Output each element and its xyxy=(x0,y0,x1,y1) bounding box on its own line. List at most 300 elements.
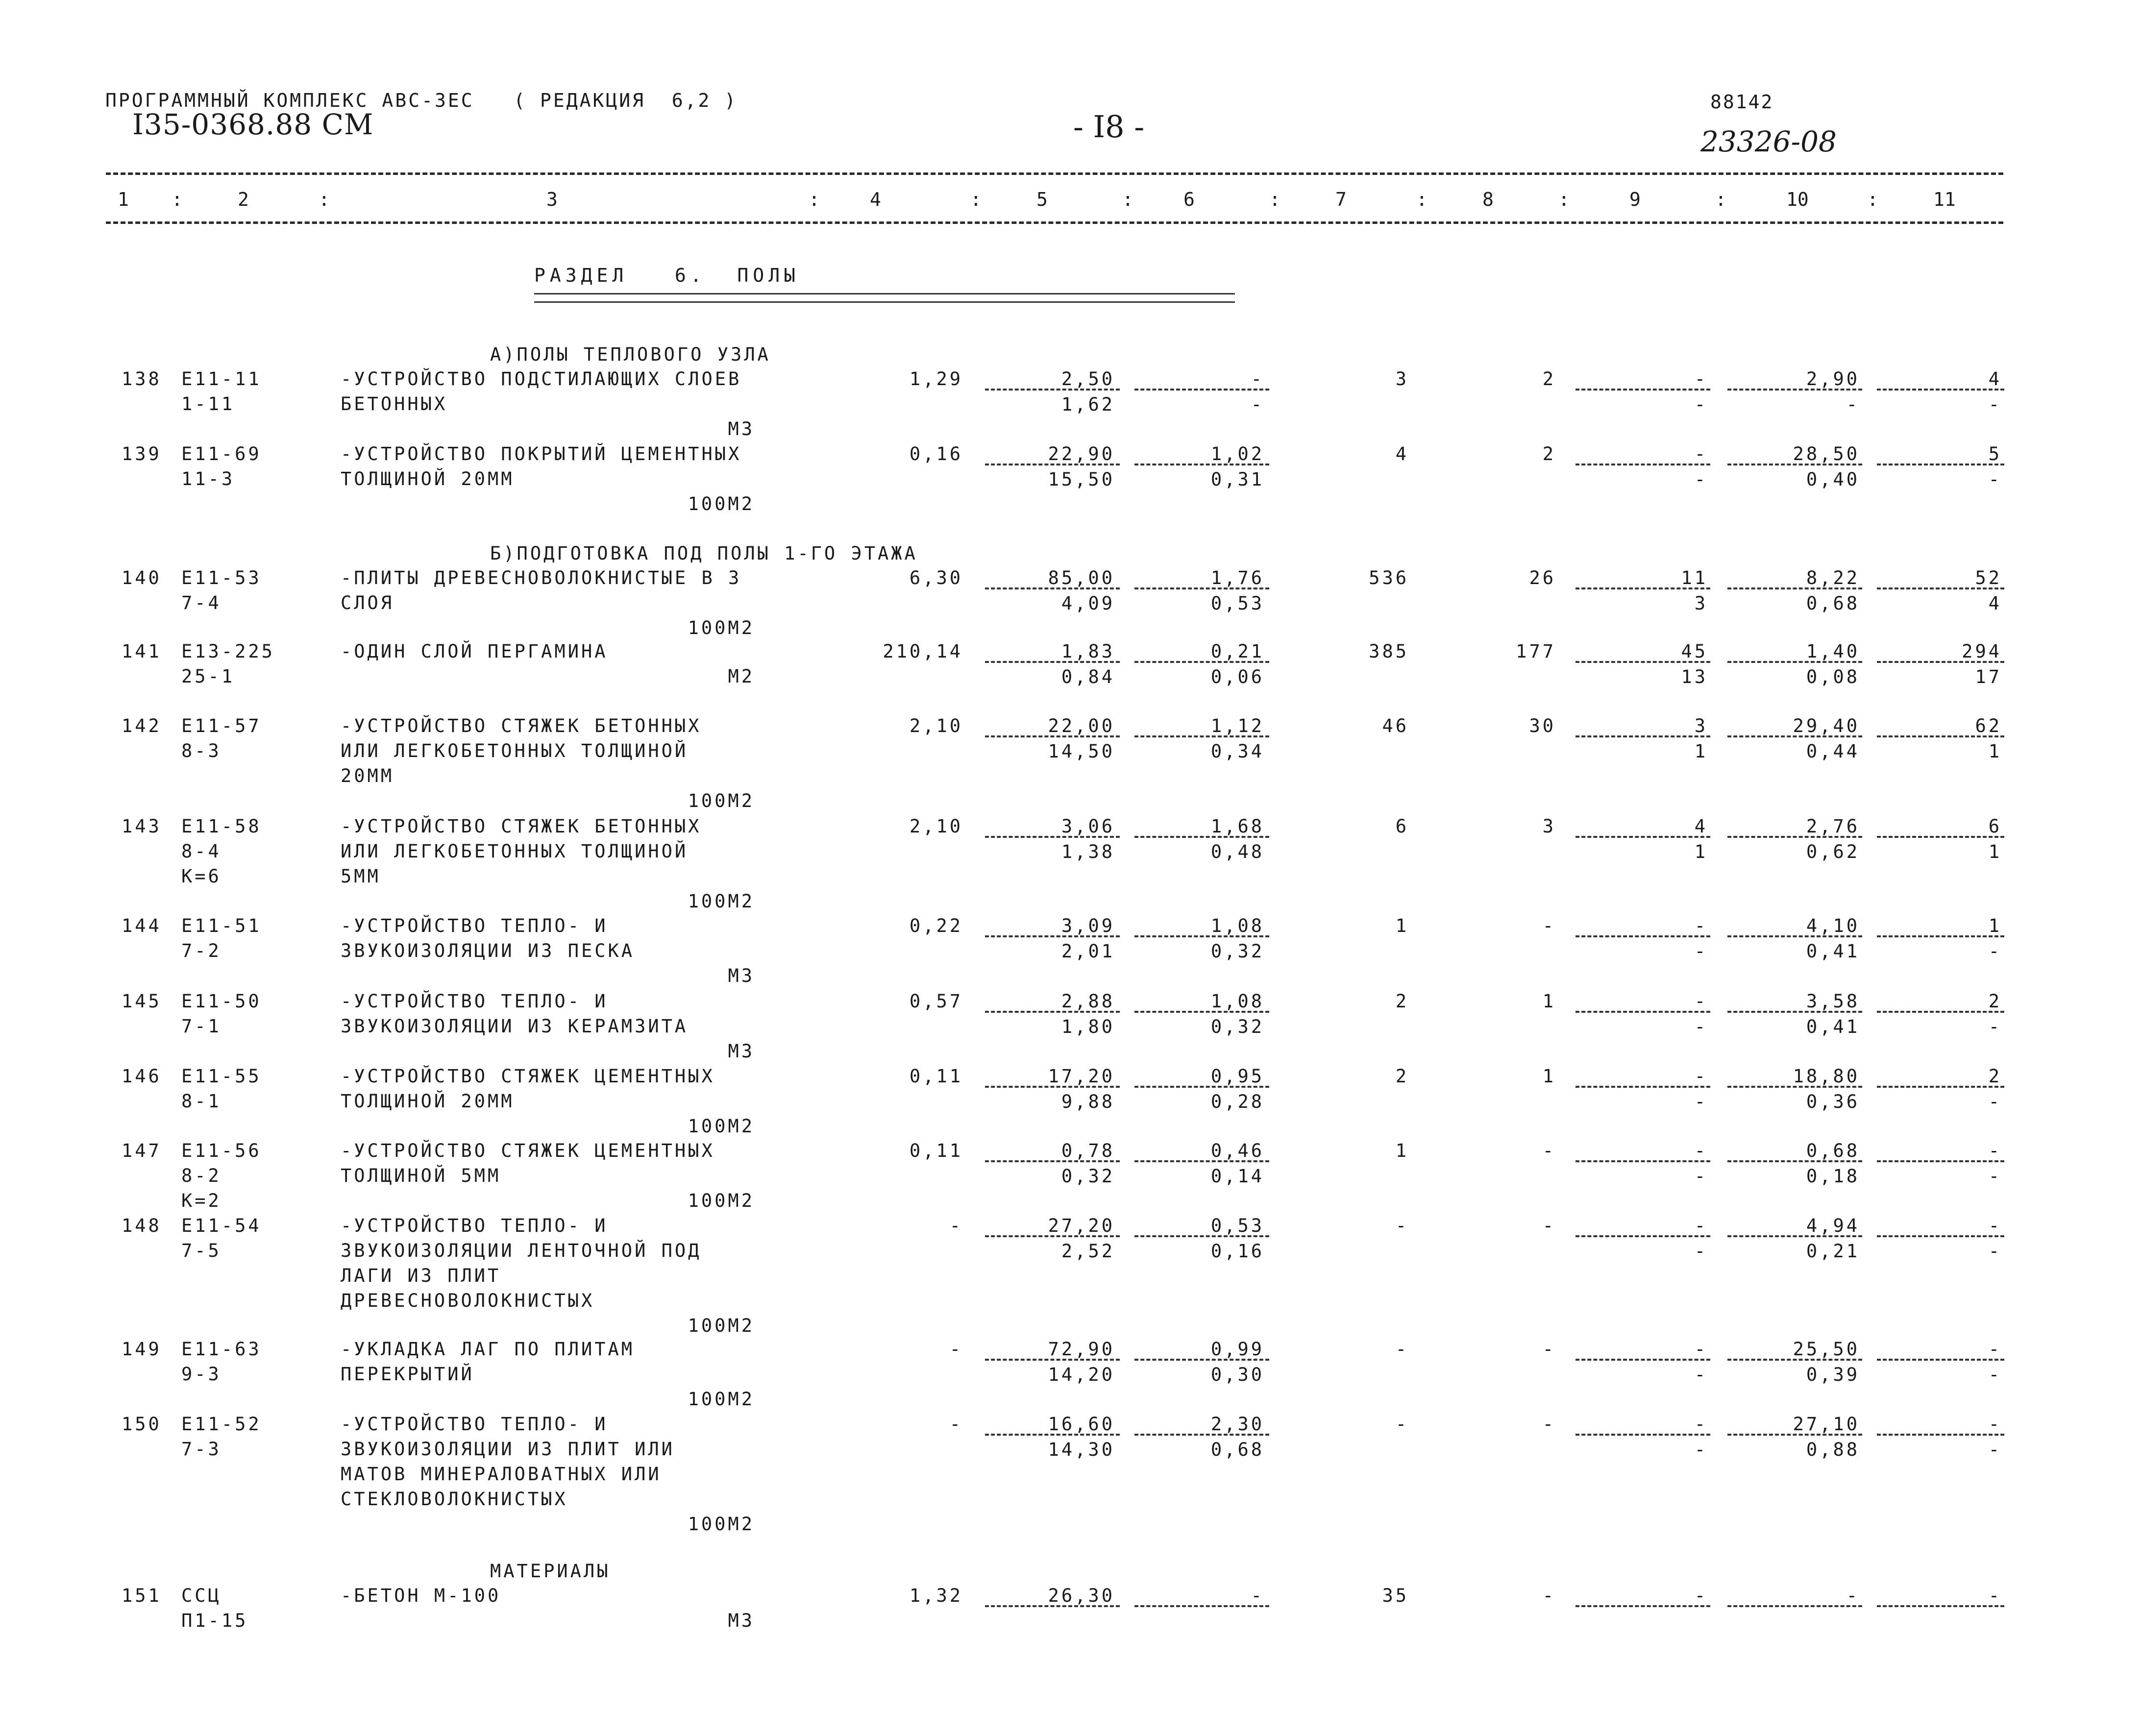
total-cost: 2 xyxy=(1395,1066,1409,1087)
col9-value: - xyxy=(1694,1215,1708,1236)
row-number: 148 xyxy=(122,1215,162,1236)
unit-cost-machines: 0,53 xyxy=(1210,1215,1264,1236)
labor-machines-unit: - xyxy=(1846,394,1860,415)
col9-value: 4 xyxy=(1694,816,1708,837)
col6-divider xyxy=(1134,1359,1269,1361)
work-description: ДРЕВЕСНОВОЛОКНИСТЫХ xyxy=(341,1290,595,1311)
col6-divider xyxy=(1134,587,1269,589)
norm-code-sub: П1-15 xyxy=(181,1610,248,1631)
unit-cost-machines: 2,30 xyxy=(1210,1414,1264,1435)
unit: 100М2 xyxy=(688,493,755,514)
labor-machines-total: - xyxy=(1988,1166,2002,1187)
total-cost: 46 xyxy=(1382,715,1409,736)
col11-divider xyxy=(1877,1605,2004,1607)
total-cost: - xyxy=(1395,1339,1409,1360)
wage-machines-unit: 0,68 xyxy=(1210,1439,1264,1460)
quantity: 2,10 xyxy=(909,816,963,837)
col10-divider xyxy=(1727,1434,1862,1436)
labor-unit: 29,40 xyxy=(1793,715,1860,736)
col10-divider xyxy=(1727,661,1862,663)
col11-divider xyxy=(1877,735,2004,737)
wage-machines-unit: 0,30 xyxy=(1210,1364,1264,1385)
labor-total: 62 xyxy=(1975,715,2002,736)
unit: М3 xyxy=(728,1041,755,1062)
work-description: -УСТРОЙСТВО ТЕПЛО- И xyxy=(341,1414,608,1435)
col10-divider xyxy=(1727,464,1862,465)
quantity: 0,22 xyxy=(909,915,963,936)
labor-total: 2 xyxy=(1988,991,2002,1012)
col5-divider xyxy=(985,836,1120,838)
labor-machines-total: - xyxy=(1988,1439,2002,1460)
labor-total: - xyxy=(1988,1215,2002,1236)
column-header-4: 4 xyxy=(870,189,881,210)
col6-divider xyxy=(1134,836,1269,838)
row-number: 144 xyxy=(122,915,162,936)
quantity: - xyxy=(949,1215,963,1236)
work-description: -УСТРОЙСТВО СТЯЖЕК БЕТОННЫХ xyxy=(341,715,702,736)
unit-cost: 2,50 xyxy=(1061,368,1115,390)
program-title: ПРОГРАММНЫЙ КОМПЛЕКС АВС-ЗЕС ( РЕДАКЦИЯ 6,2 ) xyxy=(105,90,738,111)
quantity: 210,14 xyxy=(883,641,963,662)
col10-divider xyxy=(1727,836,1862,838)
col9-divider xyxy=(1576,1605,1710,1607)
unit: М2 xyxy=(728,666,755,687)
col9-value: 11 xyxy=(1681,567,1708,588)
col9-divider xyxy=(1576,935,1710,937)
unit-cost: 3,09 xyxy=(1061,915,1115,936)
labor-unit: 4,10 xyxy=(1806,915,1860,936)
column-header-1: 1 xyxy=(118,189,129,210)
work-description: ИЛИ ЛЕГКОБЕТОННЫХ ТОЛЩИНОЙ xyxy=(341,841,689,862)
unit-cost: 17,20 xyxy=(1048,1066,1115,1087)
unit-cost: 26,30 xyxy=(1048,1585,1115,1606)
col11-divider xyxy=(1877,1011,2004,1013)
wage-machines-unit: 0,32 xyxy=(1210,1016,1264,1037)
column-header-10: 10 xyxy=(1786,189,1809,210)
col6-divider xyxy=(1134,1086,1269,1088)
row-number: 142 xyxy=(122,715,162,736)
col9-sub-value: - xyxy=(1694,1439,1708,1460)
col5-divider xyxy=(985,935,1120,937)
col9-divider xyxy=(1576,389,1710,391)
row-number: 149 xyxy=(122,1339,162,1360)
norm-code-sub: 9-3 xyxy=(181,1364,222,1385)
col9-value: - xyxy=(1694,1414,1708,1435)
norm-code-sub: 7-2 xyxy=(181,940,222,961)
unit: 100М2 xyxy=(688,617,755,638)
col5-divider xyxy=(985,735,1120,737)
norm-coefficient: К=6 xyxy=(181,866,222,887)
unit-cost-machines: 0,95 xyxy=(1210,1066,1264,1087)
work-description: -БЕТОН М-100 xyxy=(341,1585,501,1606)
labor-machines-unit: 0,41 xyxy=(1806,941,1860,962)
norm-code: Е11-54 xyxy=(181,1215,262,1236)
row-number: 140 xyxy=(122,567,162,588)
labor-machines-unit: 0,62 xyxy=(1806,841,1860,862)
work-description: СЛОЯ xyxy=(341,592,394,613)
col6-divider xyxy=(1134,1605,1269,1607)
total-cost: 385 xyxy=(1369,641,1409,662)
col10-divider xyxy=(1727,1235,1862,1237)
work-description: ТОЛЩИНОЙ 20ММ xyxy=(341,1091,515,1112)
col10-divider xyxy=(1727,1011,1862,1013)
work-description: -УСТРОЙСТВО ТЕПЛО- И xyxy=(341,915,608,936)
wage-unit: 14,20 xyxy=(1048,1364,1115,1385)
labor-machines-unit: 0,21 xyxy=(1806,1241,1860,1262)
col5-divider xyxy=(985,1086,1120,1088)
wage-machines-unit: 0,06 xyxy=(1210,666,1264,687)
column-separator: : xyxy=(970,189,982,210)
col9-divider xyxy=(1576,1235,1710,1237)
col6-divider xyxy=(1134,935,1269,937)
unit-cost: 22,00 xyxy=(1048,715,1115,736)
col10-divider xyxy=(1727,1160,1862,1162)
total-machines: - xyxy=(1542,1585,1556,1606)
column-header-8: 8 xyxy=(1482,189,1494,210)
total-cost: 35 xyxy=(1382,1585,1409,1606)
labor-machines-total: - xyxy=(1988,1091,2002,1112)
column-header-9: 9 xyxy=(1629,189,1641,210)
wage-unit: 4,09 xyxy=(1061,593,1115,614)
total-machines: - xyxy=(1542,1414,1556,1435)
wage-unit: 0,32 xyxy=(1061,1166,1115,1187)
col5-divider xyxy=(985,587,1120,589)
unit: 100М2 xyxy=(688,1190,755,1211)
col10-divider xyxy=(1727,935,1862,937)
work-description: ЛАГИ ИЗ ПЛИТ xyxy=(341,1265,501,1286)
labor-machines-unit: 0,39 xyxy=(1806,1364,1860,1385)
unit: 100М2 xyxy=(688,1389,755,1410)
unit-cost: 85,00 xyxy=(1048,567,1115,588)
norm-code: Е11-53 xyxy=(181,567,262,588)
unit: М3 xyxy=(728,965,755,986)
norm-code: Е11-69 xyxy=(181,443,262,465)
work-description: ИЛИ ЛЕГКОБЕТОННЫХ ТОЛЩИНОЙ xyxy=(341,740,689,761)
unit-cost: 72,90 xyxy=(1048,1339,1115,1360)
column-separator: : xyxy=(1416,189,1428,210)
unit-cost: 0,78 xyxy=(1061,1140,1115,1161)
total-machines: 1 xyxy=(1542,1066,1556,1087)
labor-total: 52 xyxy=(1975,567,2002,588)
labor-machines-total: - xyxy=(1988,469,2002,490)
norm-coefficient: К=2 xyxy=(181,1190,222,1211)
work-description: -УСТРОЙСТВО СТЯЖЕК ЦЕМЕНТНЫХ xyxy=(341,1066,715,1087)
col9-divider xyxy=(1576,661,1710,663)
norm-code: Е11-50 xyxy=(181,991,262,1012)
row-number: 150 xyxy=(122,1414,162,1435)
work-description: -УСТРОЙСТВО ТЕПЛО- И xyxy=(341,1215,608,1236)
unit-cost: 2,88 xyxy=(1061,991,1115,1012)
work-description: -УСТРОЙСТВО ПОКРЫТИЙ ЦЕМЕНТНЫХ xyxy=(341,443,742,465)
col10-divider xyxy=(1727,389,1862,391)
labor-machines-unit: 0,18 xyxy=(1806,1166,1860,1187)
labor-total: 1 xyxy=(1988,915,2002,936)
labor-machines-unit: 0,41 xyxy=(1806,1016,1860,1037)
col9-sub-value: 3 xyxy=(1694,593,1708,614)
total-machines: - xyxy=(1542,1215,1556,1236)
column-header-7: 7 xyxy=(1335,189,1347,210)
col6-divider xyxy=(1134,1011,1269,1013)
norm-code: Е11-11 xyxy=(181,368,262,390)
col11-divider xyxy=(1877,1160,2004,1162)
work-description: 20ММ xyxy=(341,765,394,786)
wage-machines-unit: 0,28 xyxy=(1210,1091,1264,1112)
col6-divider xyxy=(1134,464,1269,465)
col9-sub-value: 13 xyxy=(1681,666,1708,687)
wage-unit: 14,50 xyxy=(1048,741,1115,762)
norm-code-sub: 7-5 xyxy=(181,1240,222,1261)
col11-divider xyxy=(1877,836,2004,838)
quantity: 1,29 xyxy=(909,368,963,390)
labor-unit: 2,90 xyxy=(1806,368,1860,390)
quantity: 0,16 xyxy=(909,443,963,465)
group-title: МАТЕРИАЛЫ xyxy=(490,1561,611,1582)
norm-code-sub: 8-1 xyxy=(181,1091,222,1112)
quantity: 0,11 xyxy=(909,1140,963,1161)
column-separator: : xyxy=(1269,189,1280,210)
column-header-11: 11 xyxy=(1933,189,1956,210)
total-cost: 4 xyxy=(1395,443,1409,465)
col9-sub-value: - xyxy=(1694,1166,1708,1187)
column-separator: : xyxy=(1122,189,1133,210)
wage-machines-unit: 0,14 xyxy=(1210,1166,1264,1187)
total-machines: 2 xyxy=(1542,443,1556,465)
work-description: -ПЛИТЫ ДРЕВЕСНОВОЛОКНИСТЫЕ В 3 xyxy=(341,567,742,588)
total-machines: 177 xyxy=(1516,641,1556,662)
col9-sub-value: 1 xyxy=(1694,841,1708,862)
col9-sub-value: - xyxy=(1694,1091,1708,1112)
col11-divider xyxy=(1877,1434,2004,1436)
unit-cost-machines: 1,12 xyxy=(1210,715,1264,736)
norm-code-sub: 7-4 xyxy=(181,592,222,613)
quantity: - xyxy=(949,1414,963,1435)
work-description: -ОДИН СЛОЙ ПЕРГАМИНА xyxy=(341,641,608,662)
column-separator: : xyxy=(1558,189,1570,210)
labor-total: - xyxy=(1988,1585,2002,1606)
unit-cost: 27,20 xyxy=(1048,1215,1115,1236)
col9-value: - xyxy=(1694,915,1708,936)
wage-machines-unit: 0,16 xyxy=(1210,1241,1264,1262)
col5-divider xyxy=(985,661,1120,663)
unit-cost-machines: 1,76 xyxy=(1210,567,1264,588)
labor-total: - xyxy=(1988,1414,2002,1435)
norm-code: Е11-58 xyxy=(181,816,262,837)
wage-unit: 15,50 xyxy=(1048,469,1115,490)
column-separator: : xyxy=(1867,189,1878,210)
col9-divider xyxy=(1576,1434,1710,1436)
labor-machines-total: - xyxy=(1988,941,2002,962)
labor-machines-total: - xyxy=(1988,1241,2002,1262)
total-cost: - xyxy=(1395,1414,1409,1435)
work-description: ПЕРЕКРЫТИЙ xyxy=(341,1364,474,1385)
group-title: Б)ПОДГОТОВКА ПОД ПОЛЫ 1-ГО ЭТАЖА xyxy=(490,543,918,564)
unit: М3 xyxy=(728,418,755,440)
labor-machines-unit: 0,08 xyxy=(1806,666,1860,687)
quantity: 2,10 xyxy=(909,715,963,736)
column-separator: : xyxy=(172,189,183,210)
labor-unit: 4,94 xyxy=(1806,1215,1860,1236)
col9-sub-value: 1 xyxy=(1694,741,1708,762)
col9-value: - xyxy=(1694,1585,1708,1606)
labor-machines-unit: 0,44 xyxy=(1806,741,1860,762)
norm-code: Е11-51 xyxy=(181,915,262,936)
column-header-6: 6 xyxy=(1183,189,1195,210)
labor-unit: 27,10 xyxy=(1793,1414,1860,1435)
work-description: ЗВУКОИЗОЛЯЦИИ ИЗ ПЕСКА xyxy=(341,940,635,961)
norm-code-sub: 7-1 xyxy=(181,1016,222,1037)
wage-unit: 2,52 xyxy=(1061,1241,1115,1262)
labor-unit: 0,68 xyxy=(1806,1140,1860,1161)
col9-divider xyxy=(1576,1160,1710,1162)
column-header-3: 3 xyxy=(546,189,558,210)
quantity: 6,30 xyxy=(909,567,963,588)
col11-divider xyxy=(1877,1086,2004,1088)
labor-machines-unit: 0,36 xyxy=(1806,1091,1860,1112)
col5-divider xyxy=(985,1434,1120,1436)
unit: 100М2 xyxy=(688,1514,755,1535)
labor-unit: 25,50 xyxy=(1793,1339,1860,1360)
wage-machines-unit: 0,53 xyxy=(1210,593,1264,614)
col6-divider xyxy=(1134,1160,1269,1162)
norm-code: Е13-225 xyxy=(181,641,275,662)
wage-machines-unit: 0,31 xyxy=(1210,469,1264,490)
norm-code-sub: 25-1 xyxy=(181,666,235,687)
page-number: - I8 - xyxy=(1073,109,1145,145)
col9-sub-value: - xyxy=(1694,469,1708,490)
col5-divider xyxy=(985,1160,1120,1162)
column-separator: : xyxy=(319,189,330,210)
col10-divider xyxy=(1727,1359,1862,1361)
total-cost: 1 xyxy=(1395,1140,1409,1161)
quantity: 1,32 xyxy=(909,1585,963,1606)
labor-unit: 1,40 xyxy=(1806,641,1860,662)
row-number: 145 xyxy=(122,991,162,1012)
wage-unit: 1,38 xyxy=(1061,841,1115,862)
section-title: РАЗДЕЛ 6. ПОЛЫ xyxy=(534,265,800,286)
norm-code-sub: 1-11 xyxy=(181,393,235,415)
total-machines: - xyxy=(1542,1339,1556,1360)
col9-divider xyxy=(1576,1011,1710,1013)
work-description: -УСТРОЙСТВО ПОДСТИЛАЮЩИХ СЛОЕВ xyxy=(341,368,742,390)
norm-code: Е11-55 xyxy=(181,1066,262,1087)
labor-unit: 8,22 xyxy=(1806,567,1860,588)
col6-divider xyxy=(1134,1235,1269,1237)
col9-sub-value: - xyxy=(1694,394,1708,415)
total-cost: 536 xyxy=(1369,567,1409,588)
labor-machines-unit: 0,68 xyxy=(1806,593,1860,614)
work-description: ТОЛЩИНОЙ 5ММ xyxy=(341,1165,501,1186)
col9-sub-value: - xyxy=(1694,1241,1708,1262)
col10-divider xyxy=(1727,587,1862,589)
labor-machines-total: 1 xyxy=(1988,841,2002,862)
labor-total: - xyxy=(1988,1140,2002,1161)
labor-machines-total: - xyxy=(1988,394,2002,415)
total-machines: 1 xyxy=(1542,991,1556,1012)
col9-value: 3 xyxy=(1694,715,1708,736)
labor-total: 6 xyxy=(1988,816,2002,837)
col11-divider xyxy=(1877,389,2004,391)
quantity: - xyxy=(949,1339,963,1360)
col5-divider xyxy=(985,389,1120,391)
unit: 100М2 xyxy=(688,1315,755,1336)
labor-machines-unit: 0,88 xyxy=(1806,1439,1860,1460)
col9-value: - xyxy=(1694,1140,1708,1161)
work-description: ЗВУКОИЗОЛЯЦИИ ИЗ КЕРАМЗИТА xyxy=(341,1016,689,1037)
total-cost: 1 xyxy=(1395,915,1409,936)
unit-cost-machines: 1,02 xyxy=(1210,443,1264,465)
work-description: 5ММ xyxy=(341,866,381,887)
col6-divider xyxy=(1134,735,1269,737)
col9-sub-value: - xyxy=(1694,1364,1708,1385)
unit: 100М2 xyxy=(688,1116,755,1137)
col9-sub-value: - xyxy=(1694,941,1708,962)
col9-value: 45 xyxy=(1681,641,1708,662)
total-cost: - xyxy=(1395,1215,1409,1236)
unit-cost-machines: 0,46 xyxy=(1210,1140,1264,1161)
col9-divider xyxy=(1576,464,1710,465)
norm-code: ССЦ xyxy=(181,1585,222,1606)
col11-divider xyxy=(1877,661,2004,663)
section-underline xyxy=(534,293,1235,303)
unit-cost-machines: 1,68 xyxy=(1210,816,1264,837)
quantity: 0,11 xyxy=(909,1066,963,1087)
col9-divider xyxy=(1576,735,1710,737)
work-description: -УКЛАДКА ЛАГ ПО ПЛИТАМ xyxy=(341,1339,635,1360)
unit-cost: 22,90 xyxy=(1048,443,1115,465)
labor-machines-total: 4 xyxy=(1988,593,2002,614)
total-machines: 2 xyxy=(1542,368,1556,390)
row-number: 146 xyxy=(122,1066,162,1087)
col10-divider xyxy=(1727,1605,1862,1607)
col11-divider xyxy=(1877,935,2004,937)
total-machines: 26 xyxy=(1529,567,1556,588)
handwritten-number: 23326-08 xyxy=(1700,125,1837,158)
labor-total: - xyxy=(1988,1339,2002,1360)
col11-divider xyxy=(1877,1235,2004,1237)
wage-unit: 0,84 xyxy=(1061,666,1115,687)
col9-value: - xyxy=(1694,1339,1708,1360)
header-top-rule xyxy=(106,172,2003,175)
col5-divider xyxy=(985,1359,1120,1361)
labor-total: 2 xyxy=(1988,1066,2002,1087)
col5-divider xyxy=(985,1605,1120,1607)
unit-cost-machines: 0,99 xyxy=(1210,1339,1264,1360)
col9-value: - xyxy=(1694,368,1708,390)
total-cost: 2 xyxy=(1395,991,1409,1012)
work-description: БЕТОННЫХ xyxy=(341,393,448,415)
norm-code: Е11-57 xyxy=(181,715,262,736)
col6-divider xyxy=(1134,389,1269,391)
norm-code-sub: 8-4 xyxy=(181,841,222,862)
col9-value: - xyxy=(1694,1066,1708,1087)
labor-machines-total: 17 xyxy=(1975,666,2002,687)
work-description: ТОЛЩИНОЙ 20ММ xyxy=(341,468,515,489)
unit-cost-machines: - xyxy=(1251,1585,1264,1606)
labor-unit: 3,58 xyxy=(1806,991,1860,1012)
col11-divider xyxy=(1877,1359,2004,1361)
col10-divider xyxy=(1727,735,1862,737)
column-header-2: 2 xyxy=(238,189,249,210)
wage-unit: 2,01 xyxy=(1061,941,1115,962)
work-description: -УСТРОЙСТВО СТЯЖЕК ЦЕМЕНТНЫХ xyxy=(341,1140,715,1161)
col9-value: - xyxy=(1694,991,1708,1012)
total-cost: 6 xyxy=(1395,816,1409,837)
labor-machines-total: 1 xyxy=(1988,741,2002,762)
wage-unit: 1,80 xyxy=(1061,1016,1115,1037)
col6-divider xyxy=(1134,661,1269,663)
wage-unit: 9,88 xyxy=(1061,1091,1115,1112)
norm-code-sub: 8-2 xyxy=(181,1165,222,1186)
